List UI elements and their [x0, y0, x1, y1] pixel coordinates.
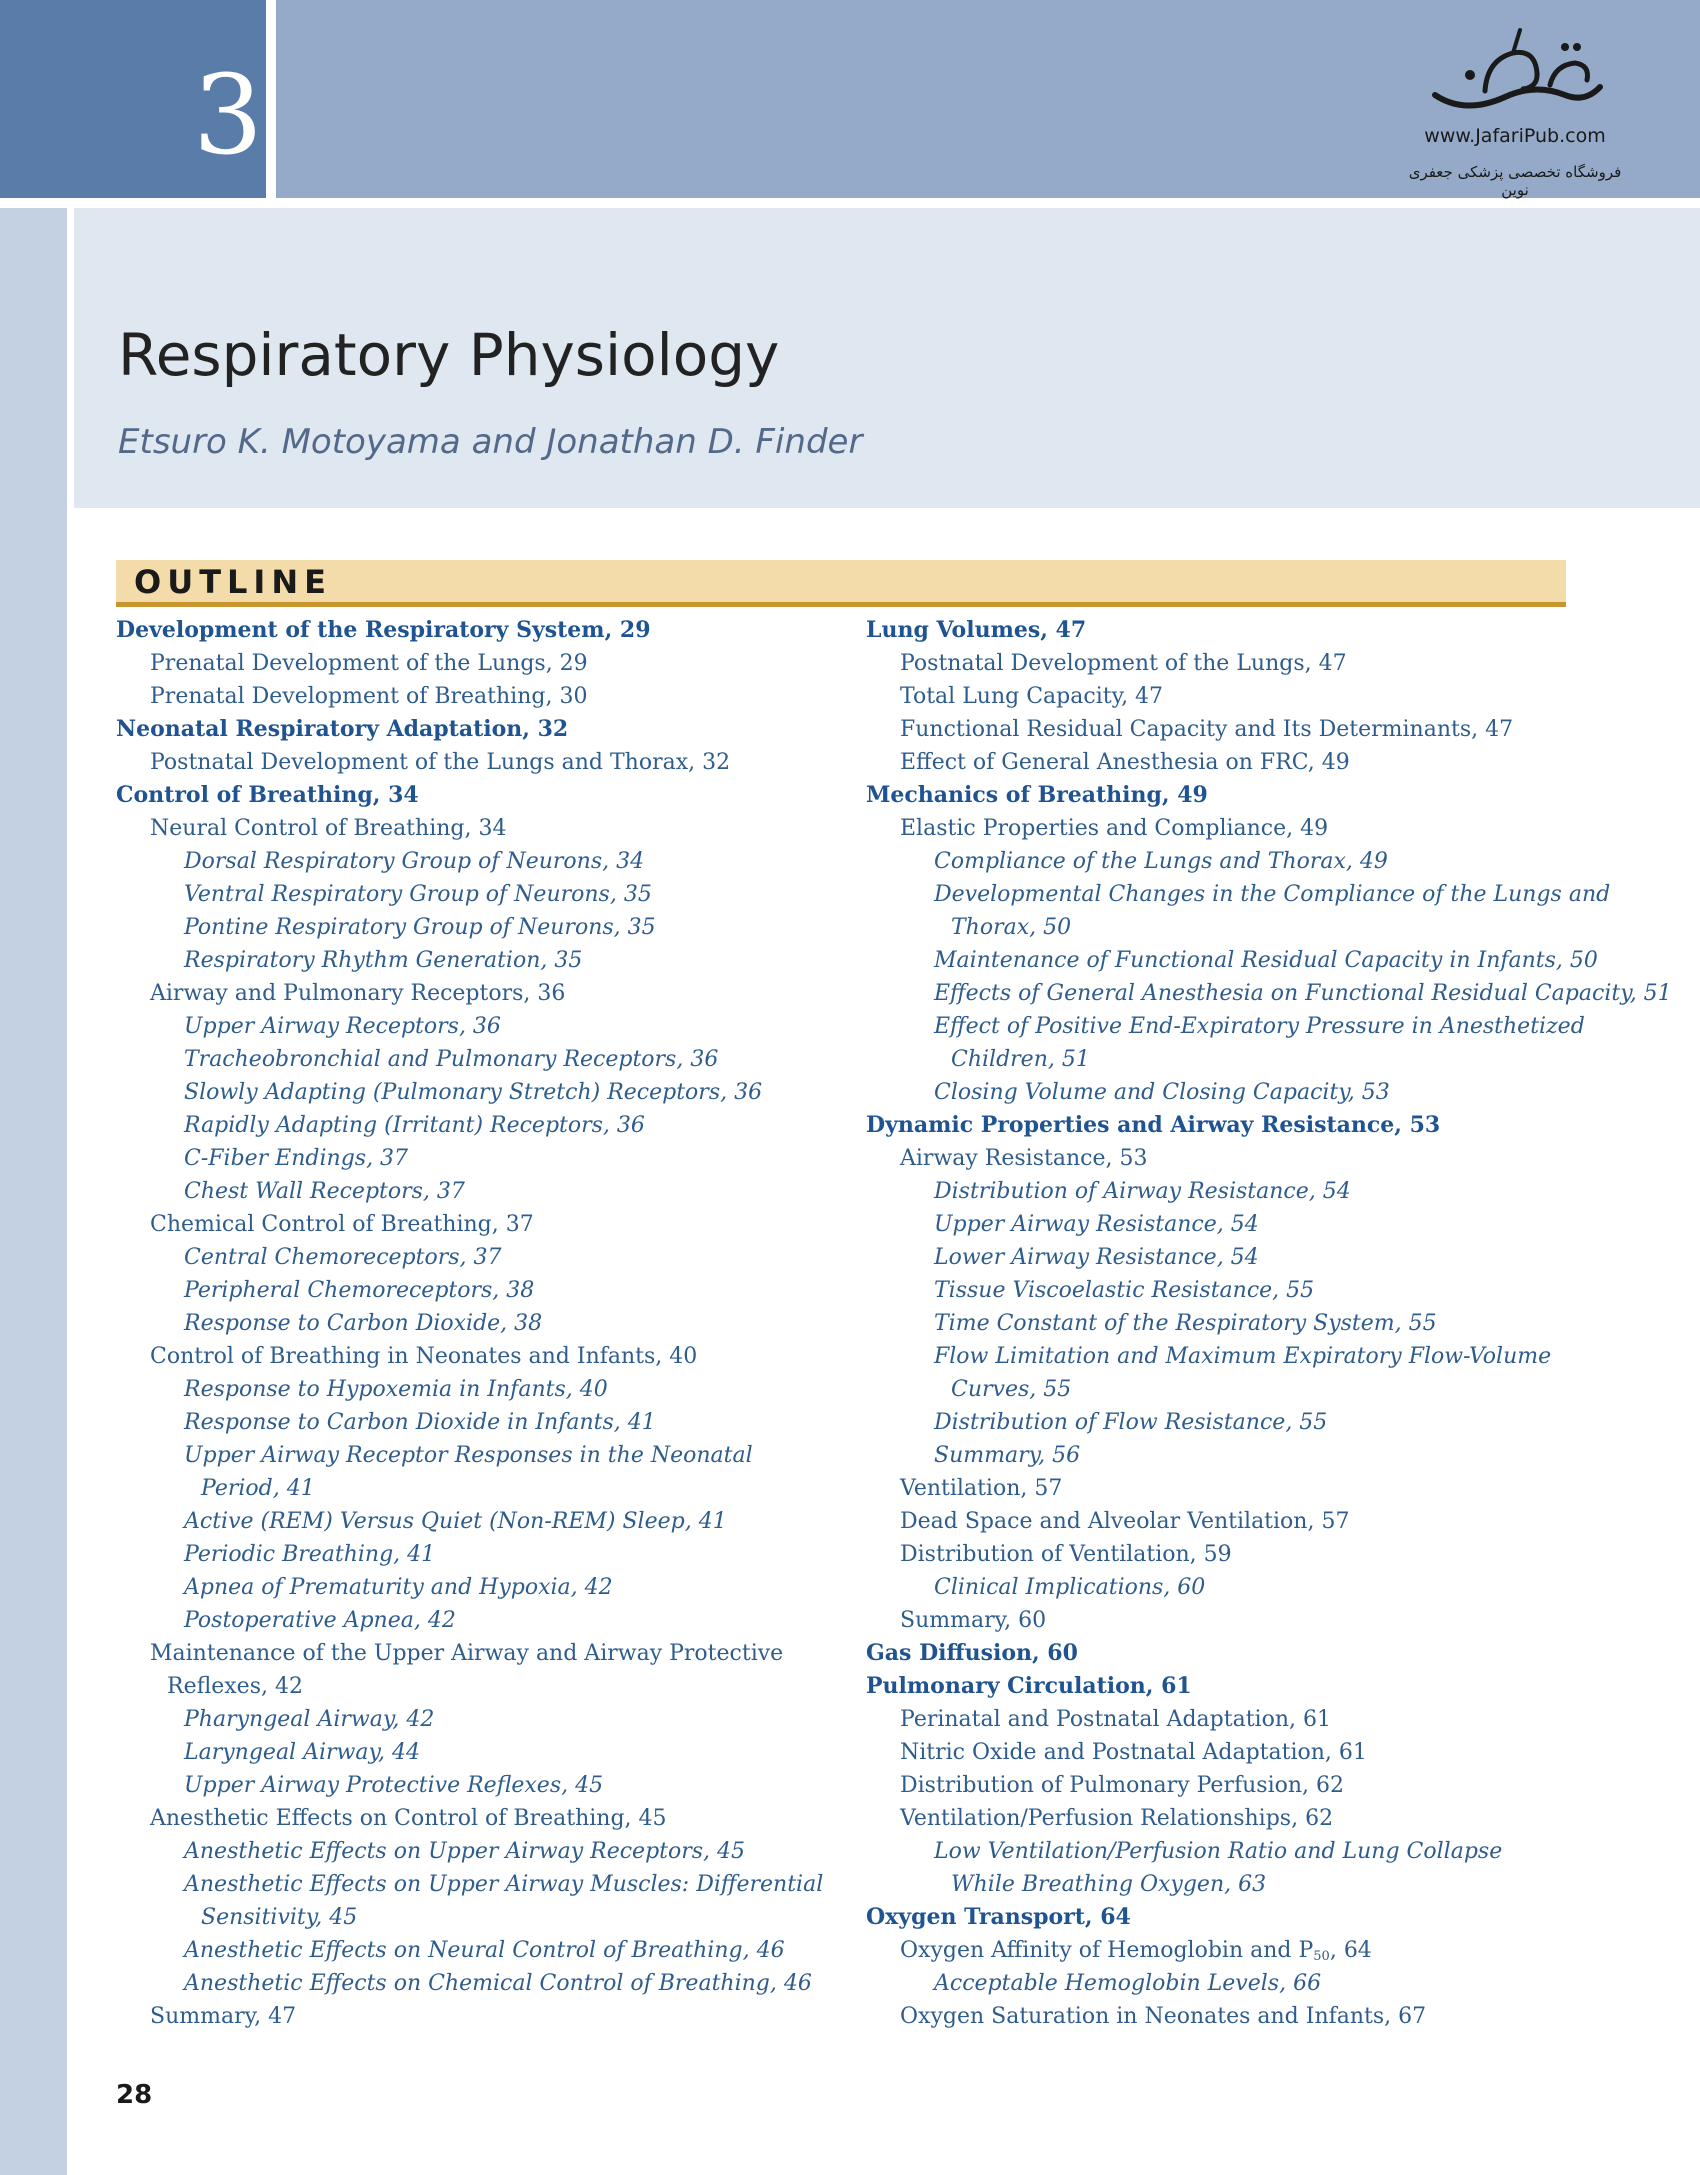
- outline-header-bar: [116, 560, 1566, 607]
- toc-entry-continuation: Sensitivity, 45: [201, 1905, 358, 1930]
- toc-entry-page: , 64: [1329, 1938, 1372, 1963]
- toc-entry[interactable]: Oxygen Saturation in Neonates and Infants, 67: [900, 2004, 1427, 2029]
- toc-entry[interactable]: Perinatal and Postnatal Adaptation, 61: [900, 1707, 1331, 1732]
- toc-entry[interactable]: [116, 1637, 856, 1703]
- toc-entry-continuation: Period, 41: [201, 1476, 315, 1501]
- toc-entry[interactable]: Dorsal Respiratory Group of Neurons, 34: [184, 849, 645, 874]
- toc-entry[interactable]: Periodic Breathing, 41: [184, 1542, 436, 1567]
- toc-entry[interactable]: Gas Diffusion, 60: [866, 1640, 1078, 1666]
- toc-entry[interactable]: Dead Space and Alveolar Ventilation, 57: [900, 1509, 1350, 1534]
- toc-entry[interactable]: Clinical Implications, 60: [934, 1575, 1206, 1600]
- left-margin-strip: [0, 208, 67, 2175]
- toc-entry[interactable]: Distribution of Ventilation, 59: [900, 1542, 1232, 1567]
- toc-entry[interactable]: Effect of General Anesthesia on FRC, 49: [900, 750, 1350, 775]
- toc-entry[interactable]: Summary, 56: [934, 1443, 1081, 1468]
- toc-entry[interactable]: [866, 1934, 1606, 1967]
- toc-entry[interactable]: [866, 1835, 1606, 1901]
- toc-entry[interactable]: Respiratory Rhythm Generation, 35: [184, 948, 583, 973]
- toc-entry[interactable]: Response to Carbon Dioxide in Infants, 41: [184, 1410, 656, 1435]
- toc-entry[interactable]: Tracheobronchial and Pulmonary Receptors, 36: [184, 1047, 719, 1072]
- toc-entry[interactable]: Elastic Properties and Compliance, 49: [900, 816, 1329, 841]
- toc-entry[interactable]: Anesthetic Effects on Upper Airway Receptors, 45: [184, 1839, 746, 1864]
- chapter-title: Respiratory Physiology: [118, 321, 780, 389]
- toc-entry[interactable]: Upper Airway Protective Reflexes, 45: [184, 1773, 604, 1798]
- toc-entry[interactable]: Lung Volumes, 47: [866, 617, 1087, 643]
- toc-entry[interactable]: Tissue Viscoelastic Resistance, 55: [934, 1278, 1315, 1303]
- outline-left-column: [116, 614, 856, 2033]
- toc-entry[interactable]: Pulmonary Circulation, 61: [866, 1673, 1192, 1699]
- toc-entry[interactable]: Compliance of the Lungs and Thorax, 49: [934, 849, 1388, 874]
- toc-entry[interactable]: [116, 1868, 856, 1934]
- chapter-number: 3: [193, 51, 263, 179]
- toc-entry-line: Flow Limitation and Maximum Expiratory Flow-Volume: [934, 1344, 1552, 1369]
- toc-entry[interactable]: Response to Carbon Dioxide, 38: [184, 1311, 543, 1336]
- toc-entry-continuation: Children, 51: [951, 1047, 1090, 1072]
- toc-entry[interactable]: [866, 1340, 1606, 1406]
- toc-entry-line: Anesthetic Effects on Upper Airway Muscles: Differential: [184, 1872, 824, 1897]
- toc-entry[interactable]: Rapidly Adapting (Irritant) Receptors, 36: [184, 1113, 645, 1138]
- toc-entry[interactable]: Prenatal Development of the Lungs, 29: [150, 651, 588, 676]
- toc-entry[interactable]: C-Fiber Endings, 37: [184, 1146, 409, 1171]
- toc-entry[interactable]: Mechanics of Breathing, 49: [866, 782, 1208, 808]
- chapter-authors: Etsuro K. Motoyama and Jonathan D. Finder: [118, 422, 863, 462]
- publisher-logo: [1395, 25, 1635, 199]
- toc-entry[interactable]: Lower Airway Resistance, 54: [934, 1245, 1259, 1270]
- toc-entry-line: Upper Airway Receptor Responses in the Neonatal: [184, 1443, 753, 1468]
- toc-entry[interactable]: [116, 1439, 856, 1505]
- toc-entry-text: Oxygen Affinity of Hemoglobin and P: [900, 1938, 1314, 1963]
- toc-entry[interactable]: Anesthetic Effects on Neural Control of Breathing, 46: [184, 1938, 785, 1963]
- toc-entry[interactable]: Chest Wall Receptors, 37: [184, 1179, 465, 1204]
- toc-entry[interactable]: Upper Airway Receptors, 36: [184, 1014, 501, 1039]
- toc-entry[interactable]: Dynamic Properties and Airway Resistance, 53: [866, 1112, 1441, 1138]
- toc-entry-line: Effect of Positive End-Expiratory Pressure in Anesthetized: [934, 1014, 1585, 1039]
- toc-entry[interactable]: Nitric Oxide and Postnatal Adaptation, 61: [900, 1740, 1367, 1765]
- toc-entry[interactable]: Control of Breathing in Neonates and Infants, 40: [150, 1344, 698, 1369]
- toc-entry[interactable]: Control of Breathing, 34: [116, 782, 419, 808]
- toc-entry-continuation: While Breathing Oxygen, 63: [951, 1872, 1267, 1897]
- toc-entry[interactable]: Oxygen Transport, 64: [866, 1904, 1131, 1930]
- toc-entry[interactable]: Central Chemoreceptors, 37: [184, 1245, 502, 1270]
- toc-entry[interactable]: Time Constant of the Respiratory System, 55: [934, 1311, 1437, 1336]
- calligraphy-logo-icon: [1425, 25, 1605, 120]
- toc-entry[interactable]: Summary, 47: [150, 2004, 297, 2029]
- toc-entry[interactable]: Active (REM) Versus Quiet (Non-REM) Sleep, 41: [184, 1509, 727, 1534]
- toc-entry[interactable]: Postoperative Apnea, 42: [184, 1608, 456, 1633]
- outline-right-column: [866, 614, 1672, 2033]
- toc-entry[interactable]: Functional Residual Capacity and Its Determinants, 47: [900, 717, 1514, 742]
- toc-entry[interactable]: Chemical Control of Breathing, 37: [150, 1212, 534, 1237]
- toc-entry[interactable]: Ventilation/Perfusion Relationships, 62: [900, 1806, 1334, 1831]
- toc-entry[interactable]: Closing Volume and Closing Capacity, 53: [934, 1080, 1390, 1105]
- toc-entry[interactable]: Total Lung Capacity, 47: [900, 684, 1164, 709]
- outline-heading: OUTLINE: [134, 563, 332, 601]
- toc-entry[interactable]: Anesthetic Effects on Control of Breathing, 45: [150, 1806, 667, 1831]
- toc-entry-subscript: 50: [1313, 1949, 1330, 1964]
- toc-entry[interactable]: Prenatal Development of Breathing, 30: [150, 684, 588, 709]
- toc-entry[interactable]: Distribution of Pulmonary Perfusion, 62: [900, 1773, 1344, 1798]
- toc-entry[interactable]: Acceptable Hemoglobin Levels, 66: [934, 1971, 1322, 1996]
- toc-entry[interactable]: Upper Airway Resistance, 54: [934, 1212, 1259, 1237]
- toc-entry-continuation: Thorax, 50: [951, 915, 1072, 940]
- toc-entry[interactable]: Peripheral Chemoreceptors, 38: [184, 1278, 535, 1303]
- toc-entry[interactable]: Distribution of Airway Resistance, 54: [934, 1179, 1351, 1204]
- toc-entry[interactable]: Ventral Respiratory Group of Neurons, 35: [184, 882, 652, 907]
- publisher-url: www.JafariPub.com: [1424, 125, 1606, 147]
- toc-entry[interactable]: Development of the Respiratory System, 29: [116, 617, 651, 643]
- toc-entry-line: Developmental Changes in the Compliance of the Lungs and: [934, 882, 1611, 907]
- toc-entry[interactable]: Neonatal Respiratory Adaptation, 32: [116, 716, 569, 742]
- toc-entry[interactable]: Apnea of Prematurity and Hypoxia, 42: [184, 1575, 613, 1600]
- toc-entry[interactable]: [866, 1010, 1606, 1076]
- toc-entry[interactable]: Summary, 60: [900, 1608, 1047, 1633]
- toc-entry[interactable]: Effects of General Anesthesia on Functional Residual Capacity, 51: [934, 981, 1672, 1006]
- toc-entry[interactable]: Distribution of Flow Resistance, 55: [934, 1410, 1328, 1435]
- toc-entry-continuation: Curves, 55: [951, 1377, 1072, 1402]
- toc-entry[interactable]: Maintenance of Functional Residual Capacity in Infants, 50: [934, 948, 1598, 973]
- toc-entry[interactable]: Response to Hypoxemia in Infants, 40: [184, 1377, 608, 1402]
- page-number: 28: [116, 2080, 153, 2110]
- toc-entry[interactable]: Ventilation, 57: [900, 1476, 1063, 1501]
- toc-entry[interactable]: Slowly Adapting (Pulmonary Stretch) Receptors, 36: [184, 1080, 763, 1105]
- publisher-tagline: فروشگاه تخصصی پزشکی جعفری نوین: [1408, 163, 1622, 199]
- toc-entry[interactable]: Pharyngeal Airway, 42: [184, 1707, 435, 1732]
- toc-entry[interactable]: Postnatal Development of the Lungs, 47: [900, 651, 1347, 676]
- toc-entry[interactable]: Airway and Pulmonary Receptors, 36: [150, 981, 566, 1006]
- toc-entry[interactable]: [866, 878, 1611, 944]
- toc-entry-line: Maintenance of the Upper Airway and Airway Protective: [150, 1641, 784, 1666]
- chapter-number-panel: [0, 0, 266, 198]
- toc-entry[interactable]: Anesthetic Effects on Chemical Control of Breathing, 46: [184, 1971, 812, 1996]
- toc-entry[interactable]: Laryngeal Airway, 44: [184, 1740, 420, 1765]
- toc-entry[interactable]: Neural Control of Breathing, 34: [150, 816, 507, 841]
- toc-entry-continuation: Reflexes, 42: [167, 1674, 303, 1699]
- toc-entry[interactable]: Airway Resistance, 53: [900, 1146, 1148, 1171]
- toc-entry-line: Low Ventilation/Perfusion Ratio and Lung Collapse: [934, 1839, 1503, 1864]
- toc-entry[interactable]: Pontine Respiratory Group of Neurons, 35: [184, 915, 656, 940]
- toc-entry[interactable]: Postnatal Development of the Lungs and Thorax, 32: [150, 750, 731, 775]
